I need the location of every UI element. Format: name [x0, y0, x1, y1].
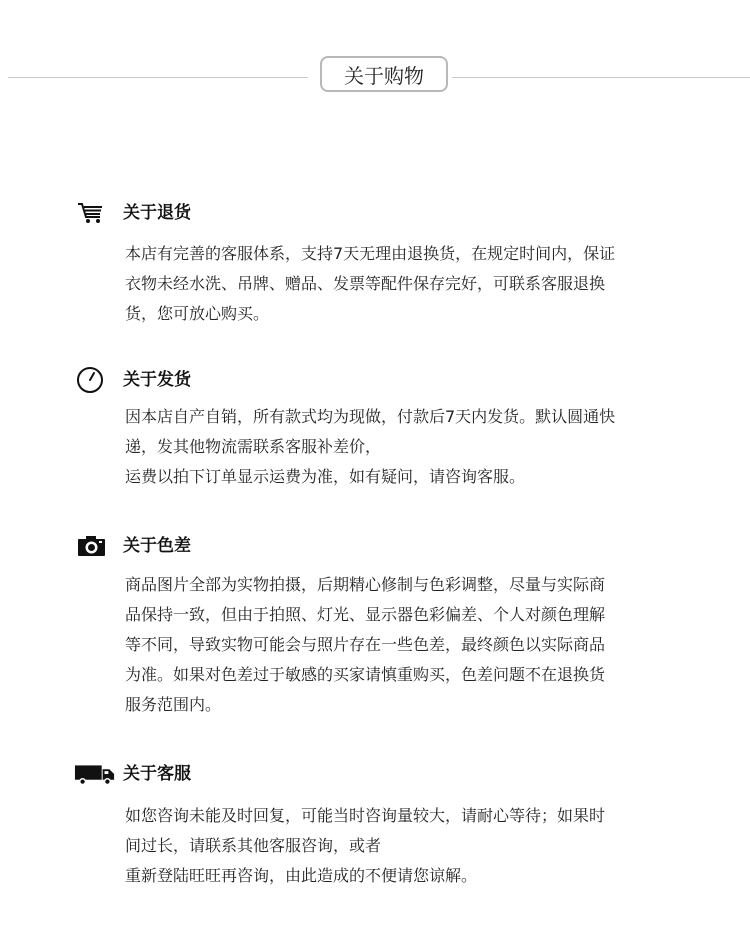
section-title: 关于客服 [123, 764, 191, 784]
section-heading [0, 366, 750, 394]
body-line: 递，发其他物流需联系客服补差价， [125, 437, 382, 456]
page-header [0, 56, 750, 94]
body-line: 货，您可放心购买。 [125, 304, 270, 323]
body-line: 如您咨询未能及时回复，可能当时咨询量较大，请耐心等待；如果时 [125, 806, 606, 825]
header-divider-left [8, 77, 308, 78]
page-title: 关于购物 [320, 56, 448, 92]
body-line: 为准。如果对色差过于敏感的买家请慎重购买，色差问题不在退换货 [125, 665, 606, 684]
section-body [125, 801, 670, 891]
body-line: 衣物未经水洗、吊牌、赠品、发票等配件保存完好，可联系客服退换 [125, 274, 606, 293]
body-line: 重新登陆旺旺再咨询，由此造成的不便请您谅解。 [125, 866, 478, 885]
clock-icon [76, 366, 118, 394]
camera-icon [76, 532, 118, 560]
delivery-truck-icon [74, 760, 116, 788]
body-line: 品保持一致，但由于拍照、灯光、显示器色彩偏差、个人对颜色理解 [125, 605, 606, 624]
header-divider-right [452, 77, 750, 78]
body-line: 等不同，导致实物可能会与照片存在一些色差，最终颜色以实际商品 [125, 635, 606, 654]
section-heading [0, 760, 750, 788]
section-title: 关于退货 [123, 203, 191, 223]
section-body [125, 402, 670, 492]
section-heading [0, 199, 750, 227]
section-title: 关于色差 [123, 536, 191, 556]
section-body [125, 239, 670, 329]
body-line: 商品图片全部为实物拍摄，后期精心修制与色彩调整，尽量与实际商 [125, 575, 606, 594]
body-line: 服务范围内。 [125, 695, 222, 714]
section-body [125, 570, 670, 720]
section-heading [0, 532, 750, 560]
body-line: 运费以拍下订单显示运费为准，如有疑问，请咨询客服。 [125, 467, 526, 486]
shopping-cart-icon [76, 199, 118, 227]
body-line: 间过长，请联系其他客服咨询，或者 [125, 836, 382, 855]
body-line: 因本店自产自销，所有款式均为现做，付款后7天内发货。默认圆通快 [125, 407, 616, 426]
section-title: 关于发货 [123, 370, 191, 390]
body-line: 本店有完善的客服体系，支持7天无理由退换货，在规定时间内，保证 [125, 244, 616, 263]
